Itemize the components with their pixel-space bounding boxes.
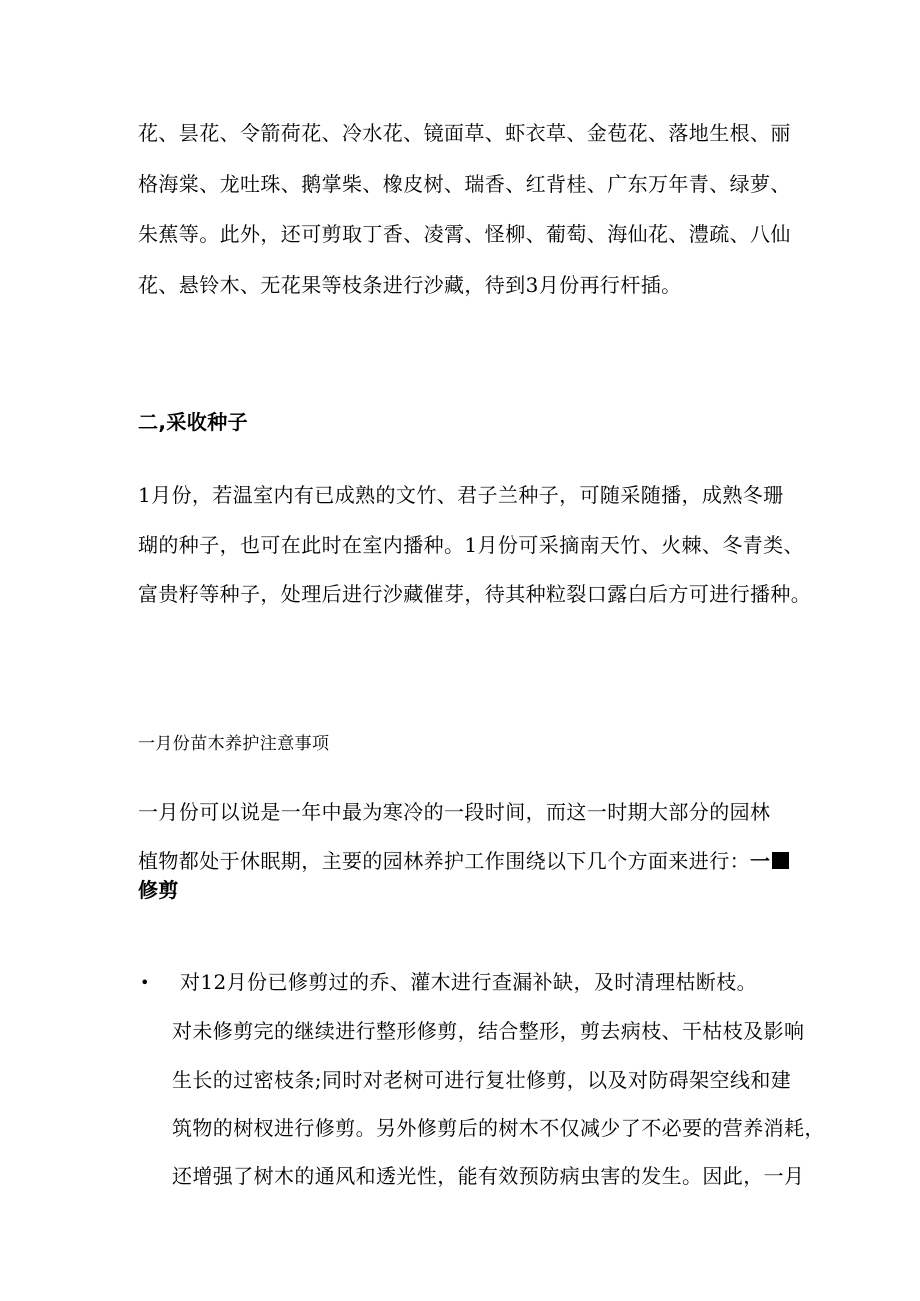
intro-line-text: 植物都处于休眠期，主要的园林养护工作围绕以下几个方面来进行： [138, 849, 750, 873]
text-line [138, 847, 789, 875]
text-line: 富贵籽等种子，处理后进行沙藏催芽，待其种粒裂口露白后方可进行播种。 [138, 582, 812, 606]
black-square-icon [772, 852, 789, 869]
intro-tail: 一 [750, 849, 771, 873]
text-line: 瑚的种子，也可在此时在室内播种。1月份可采摘南天竹、火棘、冬青类、 [138, 533, 804, 557]
bullet-icon: • [140, 973, 150, 992]
section-heading: 二,采收种子 [138, 410, 248, 434]
text-line: 对12月份已修剪过的乔、灌木进行查漏补缺，及时清理枯断枝。 [180, 970, 758, 994]
text-line: 还增强了树木的通风和透光性，能有效预防病虫害的发生。因此，一月 [172, 1164, 805, 1188]
text-line: 1月份，若温室内有已成熟的文竹、君子兰种子，可随采随播，成熟冬珊 [138, 483, 784, 507]
text-line: 筑物的树杈进行修剪。另外修剪后的树木不仅减少了不必要的营养消耗， [172, 1116, 825, 1140]
article-title: 一月份苗木养护注意事项 [138, 734, 330, 754]
text-line: 对未修剪完的继续进行整形修剪，结合整形，剪去病枝、干枯枝及影响 [172, 1019, 805, 1043]
text-line: 花、悬铃木、无花果等枝条进行沙藏，待到3月份再行杆插。 [138, 273, 682, 297]
text-line: 格海棠、龙吐珠、鹅掌柴、橡皮树、瑞香、红背桂、广东万年青、绿萝、 [138, 172, 791, 196]
text-line: 花、昙花、令箭荷花、冷水花、镜面草、虾衣草、金苞花、落地生根、丽 [138, 121, 791, 145]
subheading-pruning: 修剪 [138, 878, 179, 902]
text-line: 朱蕉等。此外，还可剪取丁香、凌霄、怪柳、葡萄、海仙花、澧疏、八仙 [138, 222, 791, 246]
text-line: 生长的过密枝条;同时对老树可进行复壮修剪，以及对防碍架空线和建 [172, 1068, 792, 1092]
text-line: 一月份可以说是一年中最为寒冷的一段时间，而这一时期大部分的园林 [138, 800, 771, 824]
